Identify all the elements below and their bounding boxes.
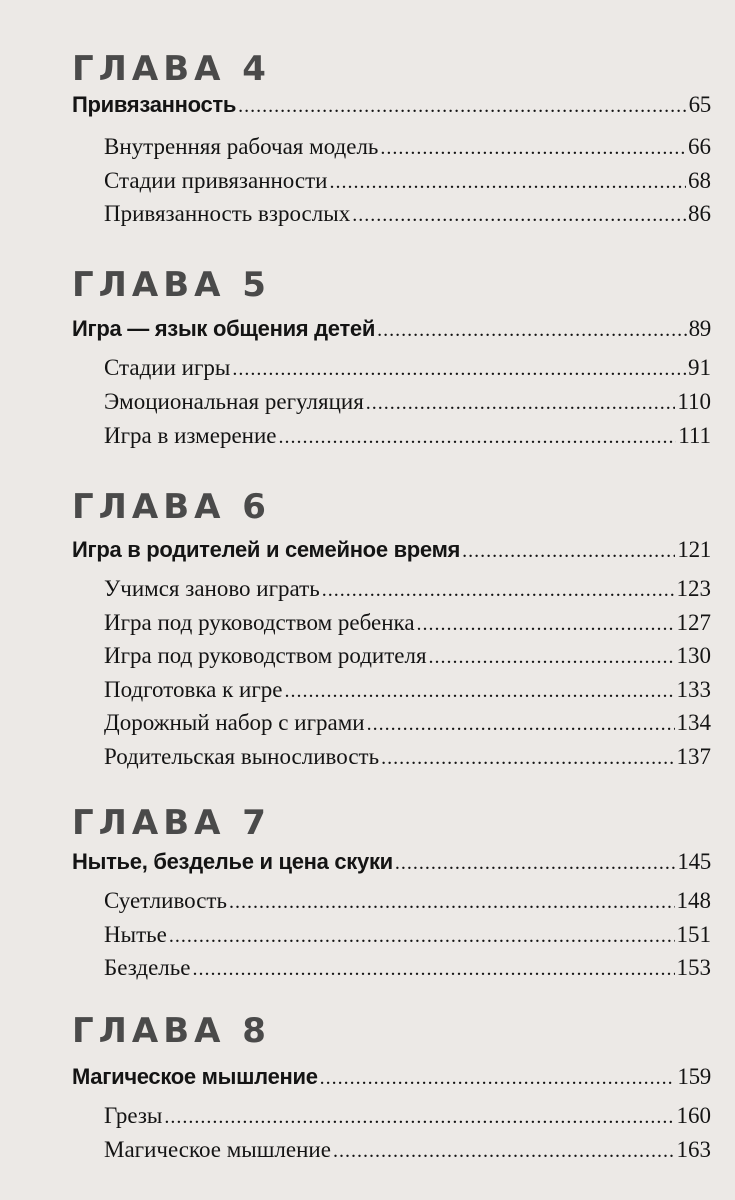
entry-title: Внутренняя рабочая модель <box>104 134 379 159</box>
dot-leader <box>164 1103 674 1129</box>
entry-page: 86 <box>688 201 711 226</box>
entry-title: Безделье <box>104 955 191 980</box>
dot-leader <box>417 610 675 636</box>
entry-page: 68 <box>688 168 711 193</box>
entry-page: 65 <box>688 92 711 117</box>
toc-entry-sub[interactable] <box>104 1103 711 1129</box>
entry-page: 130 <box>676 643 711 668</box>
chapter-heading: ГЛАВА 8 <box>72 1011 271 1051</box>
entry-page: 145 <box>677 849 711 874</box>
dot-leader <box>333 1137 675 1163</box>
entry-page: 148 <box>676 888 711 913</box>
chapter-heading: ГЛАВА 4 <box>72 49 271 89</box>
entry-page: 121 <box>677 537 711 562</box>
toc-entry-sub[interactable] <box>104 922 711 948</box>
toc-entry-sub[interactable] <box>104 168 711 194</box>
dot-leader <box>366 389 676 415</box>
dot-leader <box>229 888 675 914</box>
dot-leader <box>169 922 675 948</box>
dot-leader <box>381 744 674 770</box>
entry-page: 134 <box>676 710 711 735</box>
dot-leader <box>278 423 676 449</box>
toc-entry-sub[interactable] <box>104 744 711 770</box>
toc-entry-sub[interactable] <box>104 1137 711 1163</box>
entry-title: Игра в измерение <box>104 423 277 448</box>
toc-entry-main[interactable] <box>72 92 711 118</box>
entry-page: 163 <box>676 1137 711 1162</box>
toc-entry-sub[interactable] <box>104 134 711 160</box>
dot-leader <box>329 168 686 194</box>
entry-title: Подготовка к игре <box>104 677 283 702</box>
entry-page: 123 <box>676 576 711 601</box>
toc-entry-main[interactable] <box>72 537 711 563</box>
entry-title: Игра — язык общения детей <box>72 316 376 341</box>
dot-leader <box>377 316 687 342</box>
entry-page: 89 <box>688 316 711 341</box>
entry-page: 111 <box>678 423 711 448</box>
toc-entry-sub[interactable] <box>104 423 711 449</box>
toc-entry-sub[interactable] <box>104 677 711 703</box>
entry-title: Суетливость <box>104 888 227 913</box>
entry-title: Родительская выносливость <box>104 744 380 769</box>
entry-title: Игра в родителей и семейное время <box>72 537 461 562</box>
dot-leader <box>395 849 675 875</box>
entry-title: Нытье, безделье и цена скуки <box>72 849 393 874</box>
dot-leader <box>380 134 686 160</box>
toc-entry-sub[interactable] <box>104 201 711 227</box>
entry-title: Стадии игры <box>104 355 231 380</box>
entry-title: Нытье <box>104 922 167 947</box>
entry-title: Привязанность <box>72 92 237 117</box>
entry-title: Эмоциональная регуляция <box>104 389 364 414</box>
entry-page: 160 <box>676 1103 711 1128</box>
dot-leader <box>284 677 674 703</box>
toc-entry-sub[interactable] <box>104 389 711 415</box>
dot-leader <box>320 1064 676 1090</box>
entry-page: 133 <box>676 677 711 702</box>
dot-leader <box>429 643 675 669</box>
entry-page: 137 <box>676 744 711 769</box>
dot-leader <box>232 355 686 381</box>
entry-title: Магическое мышление <box>104 1137 331 1162</box>
entry-title: Учимся заново играть <box>104 576 320 601</box>
dot-leader <box>322 576 675 602</box>
toc-entry-main[interactable] <box>72 316 711 342</box>
entry-title: Игра под руководством родителя <box>104 643 427 668</box>
dot-leader <box>192 955 674 981</box>
entry-page: 110 <box>677 389 711 414</box>
toc-entry-sub[interactable] <box>104 888 711 914</box>
toc-entry-sub[interactable] <box>104 355 711 381</box>
dot-leader <box>238 92 687 118</box>
toc-entry-sub[interactable] <box>104 643 711 669</box>
dot-leader <box>352 201 686 227</box>
chapter-heading: ГЛАВА 5 <box>72 265 271 305</box>
entry-page: 151 <box>676 922 711 947</box>
chapter-heading: ГЛАВА 7 <box>72 803 271 843</box>
dot-leader <box>462 537 675 563</box>
toc-entry-main[interactable] <box>72 849 711 875</box>
entry-title: Игра под руководством ребенка <box>104 610 415 635</box>
dot-leader <box>367 710 675 736</box>
entry-title: Стадии привязанности <box>104 168 328 193</box>
toc-entry-sub[interactable] <box>104 610 711 636</box>
entry-page: 153 <box>676 955 711 980</box>
entry-title: Дорожный набор с играми <box>104 710 365 735</box>
toc-entry-sub[interactable] <box>104 955 711 981</box>
entry-page: 91 <box>688 355 711 380</box>
entry-title: Магическое мышление <box>72 1064 318 1089</box>
toc-entry-main[interactable] <box>72 1064 711 1090</box>
entry-title: Привязанность взрослых <box>104 201 351 226</box>
chapter-heading: ГЛАВА 6 <box>72 487 271 527</box>
entry-page: 127 <box>676 610 711 635</box>
entry-page: 159 <box>677 1064 711 1089</box>
entry-page: 66 <box>688 134 711 159</box>
toc-entry-sub[interactable] <box>104 576 711 602</box>
entry-title: Грезы <box>104 1103 163 1128</box>
toc-entry-sub[interactable] <box>104 710 711 736</box>
